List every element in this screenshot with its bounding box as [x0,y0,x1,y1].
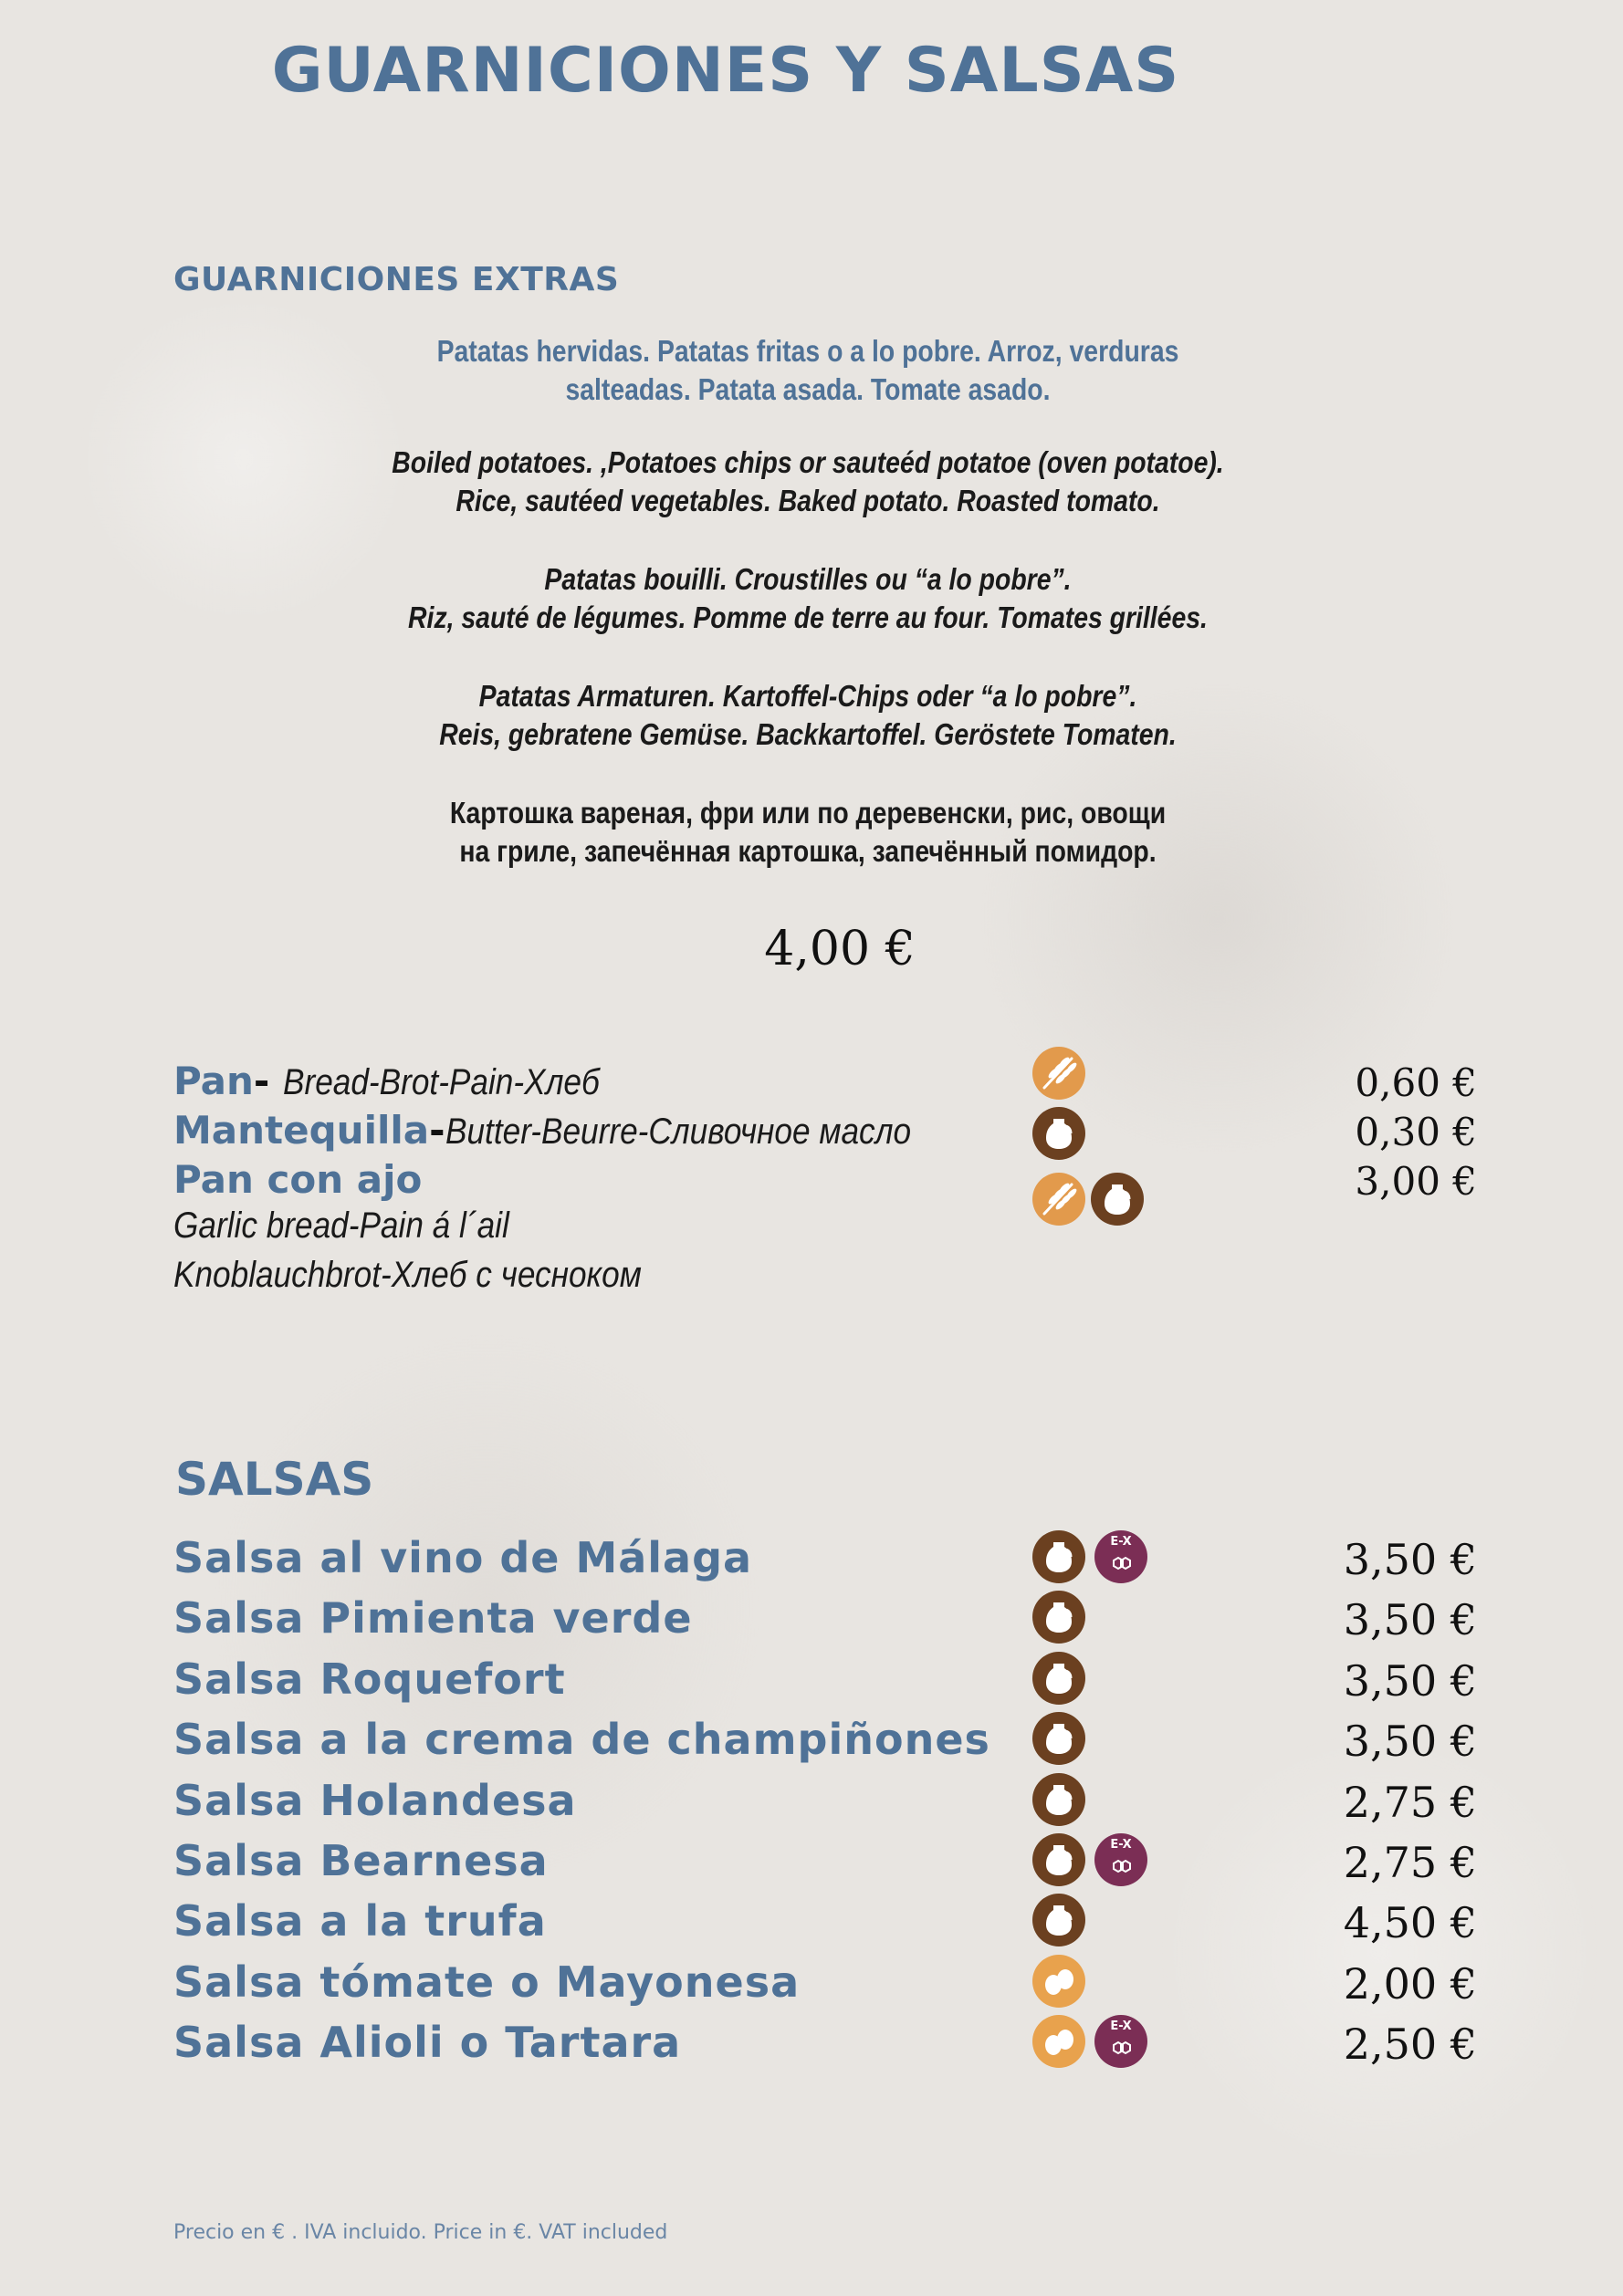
footer-note: Precio en € . IVA incluido. Price in €. VAT included [173,2221,668,2244]
milk-icon [1031,1772,1086,1827]
desc-line: Boiled potatoes. ,Potatoes chips or sauteéd potatoe (oven potatoe). [392,445,1224,479]
bread-name: Pan con ajo [173,1157,423,1202]
sauce-name: Salsa Bearnesa [173,1836,549,1885]
desc-line: salteadas. Patata asada. Tomate asado. [565,372,1051,406]
sauce-price: 2,50 € [1343,2019,1477,2069]
guarniciones-price: 4,00 € [764,922,916,976]
salsas-heading: SALSAS [175,1453,374,1506]
egg-icon [1031,1954,1086,2009]
bread-desc: Garlic bread-Pain á l´ail [173,1205,509,1246]
sulphites-label: E-X [1110,2019,1132,2033]
bread-desc: Knoblauchbrot-Хлеб с чесноком [173,1255,642,1295]
milk-icon [1031,1832,1086,1887]
sauce-name: Salsa Alioli o Tartara [173,2018,682,2067]
milk-icon [1031,1893,1086,1947]
sauce-name: Salsa a la trufa [173,1896,547,1946]
milk-icon [1031,1711,1086,1766]
milk-icon [1031,1651,1086,1706]
bread-name: Pan [173,1059,254,1103]
milk-icon [1090,1172,1145,1226]
desc-line: Patatas Armaturen. Kartoffel-Chips oder “a lo pobre”. [478,679,1137,713]
milk-icon [1031,1590,1086,1644]
bread-row-pan [173,1059,643,1103]
gluten-icon [1031,1046,1086,1101]
sauce-price: 3,50 € [1343,1656,1477,1706]
sulphites-label: E-X [1110,1838,1132,1852]
bread-row-pan-con-ajo [173,1157,706,1304]
guarniciones-heading: GUARNICIONES EXTRAS [173,261,620,298]
bread-separator: - [253,1059,283,1103]
bread-price: 3,00 € [1355,1159,1477,1204]
bread-separator: - [429,1108,445,1153]
desc-line: Patatas bouilli. Croustilles ou “a lo pobre”. [544,562,1072,596]
sauce-price: 2,75 € [1343,1778,1477,1827]
sauce-name: Salsa Holandesa [173,1776,577,1825]
sauce-price: 3,50 € [1343,1535,1477,1584]
guarniciones-desc-ru [349,794,1267,871]
sauce-name: Salsa a la crema de champiñones [173,1715,990,1764]
guarniciones-desc-de [349,677,1267,754]
milk-icon [1031,1529,1086,1584]
guarniciones-desc-es [349,332,1267,409]
desc-line: Reis, gebratene Gemüse. Backkartoffel. Geröstete Tomaten. [439,717,1177,751]
sulphites-label: E-X [1110,1535,1132,1549]
sauce-name: Salsa Roquefort [173,1654,566,1704]
guarniciones-desc-en [349,444,1267,520]
sauce-name: Salsa tómate o Mayonesa [173,1957,801,2007]
sauce-name: Salsa al vino de Málaga [173,1533,753,1582]
bread-name: Mantequilla [173,1108,430,1153]
bread-desc: Butter-Beurre-Сливочное масло [445,1111,911,1152]
guarniciones-desc-fr [349,560,1267,637]
page-title: GUARNICIONES Y SALSAS [271,35,1180,107]
bread-row-mantequilla [173,1108,974,1153]
desc-line: на гриле, запечённая картошка, запечённый помидор. [459,834,1157,868]
sauce-price: 2,75 € [1343,1838,1477,1887]
bread-price: 0,30 € [1355,1110,1477,1154]
desc-line: Картошка вареная, фри или по деревенски, рис, овощи [449,796,1167,830]
desc-line: Patatas hervidas. Patatas fritas o a lo pobre. Arroz, verduras [436,334,1179,368]
sauce-price: 2,00 € [1343,1959,1477,2009]
sauce-price: 3,50 € [1343,1717,1477,1766]
sauce-name: Salsa Pimienta verde [173,1593,693,1643]
bread-desc: Bread-Brot-Pain-Хлеб [282,1062,600,1102]
milk-icon [1031,1106,1086,1161]
egg-icon [1031,2014,1086,2069]
sauce-price: 4,50 € [1343,1898,1477,1947]
desc-line: Rice, sautéed vegetables. Baked potato. Roasted tomato. [455,484,1160,517]
sauce-price: 3,50 € [1343,1595,1477,1644]
gluten-icon [1031,1172,1086,1226]
desc-line: Riz, sauté de légumes. Pomme de terre au four. Tomates grillées. [408,600,1208,634]
bread-price: 0,60 € [1355,1060,1477,1105]
